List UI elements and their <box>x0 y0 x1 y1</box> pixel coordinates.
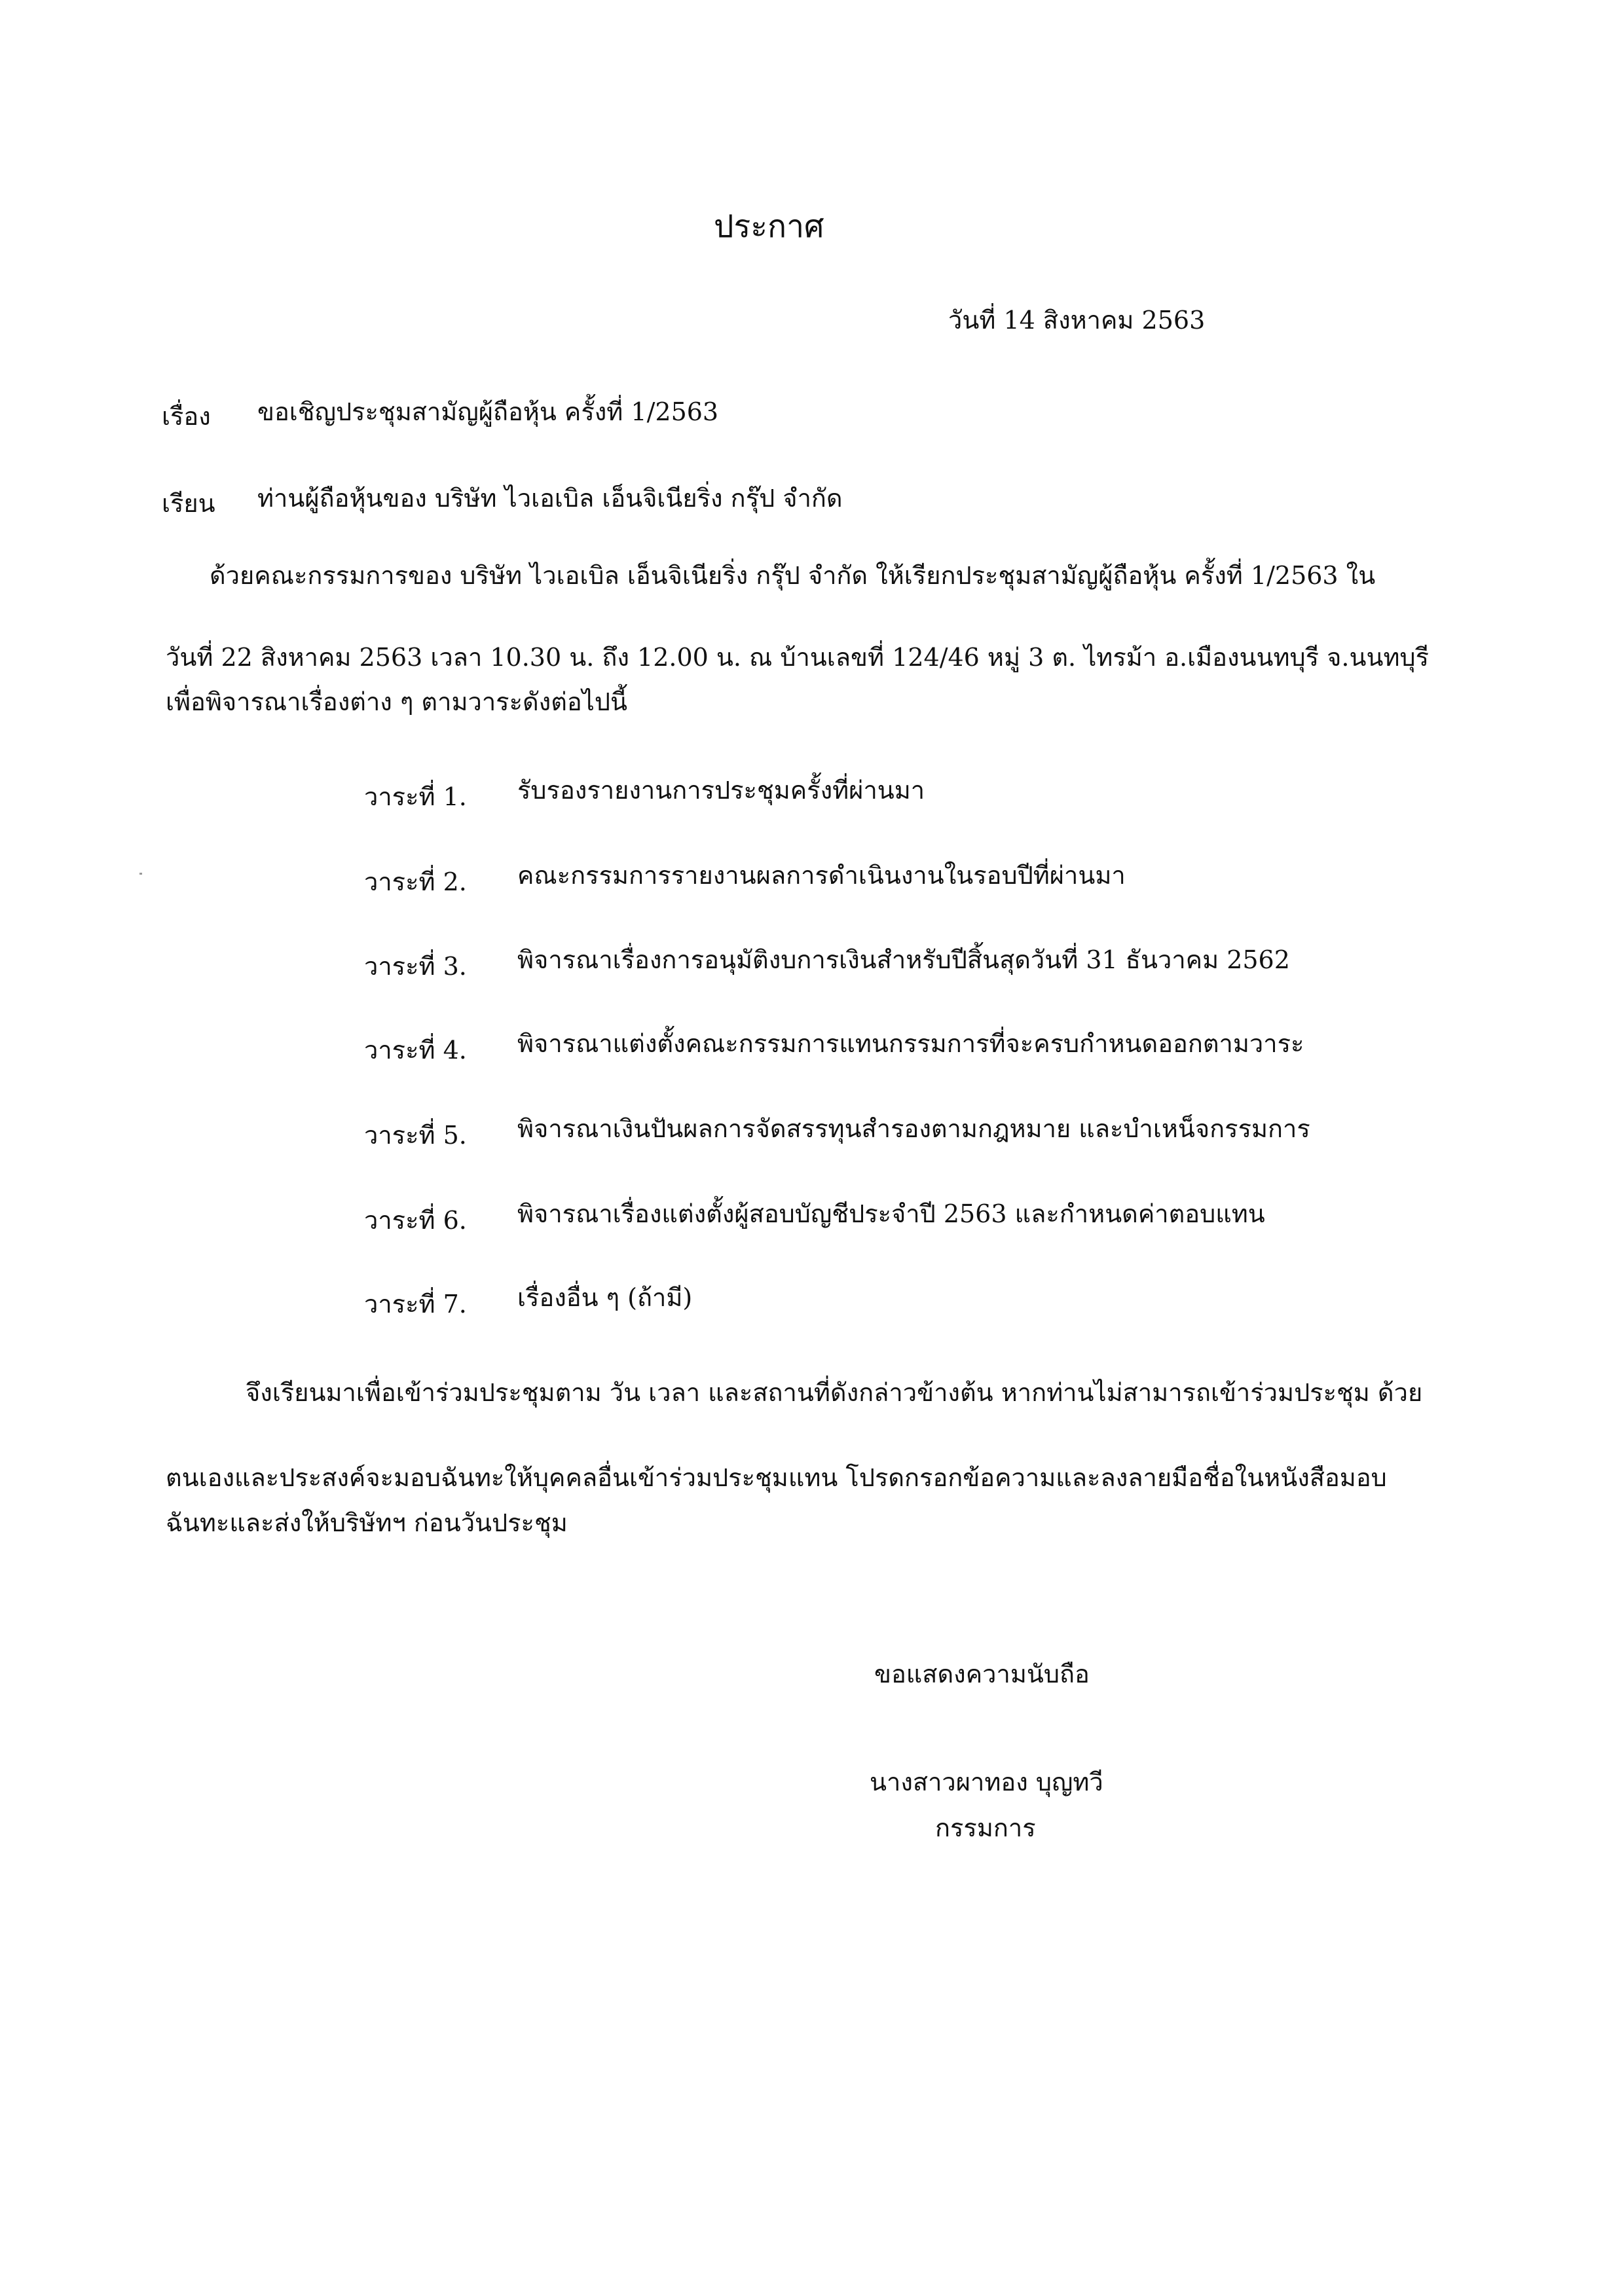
agenda-text-6: พิจารณาเรื่องแต่งตั้งผู้สอบบัญชีประจำปี 2563 และกำหนดค่าตอบแทน <box>517 1199 1265 1228</box>
intro-line-1: ด้วยคณะกรรมการของ บริษัท ไวเอเบิล เอ็นจิเนียริ่ง กรุ๊ป จำกัด ให้เรียกประชุมสามัญผู้ถือหุ้น ครั้งที่ 1/2563 ใน <box>210 561 1376 590</box>
intro-line-2: วันที่ 22 สิงหาคม 2563 เวลา 10.30 น. ถึง 12.00 น. ณ บ้านเลขที่ 124/46 หมู่ 3 ต. ไทรม้า อ.เมืองนนทบุรี จ.นนทบุรี <box>166 643 1430 672</box>
closing-paragraph-line-1: จึงเรียนมาเพื่อเข้าร่วมประชุมตาม วัน เวลา และสถานที่ดังกล่าวข้างต้น หากท่านไม่สามารถเข้าร่วมประชุม ด้วย <box>246 1378 1423 1407</box>
agenda-text-2: คณะกรรมการรายงานผลการดำเนินงานในรอบปีที่ผ่านมา <box>517 861 1126 890</box>
recipient-text: ท่านผู้ถือหุ้นของ บริษัท ไวเอเบิล เอ็นจิเนียริ่ง กรุ๊ป จำกัด <box>257 484 843 513</box>
agenda-text-4: พิจารณาแต่งตั้งคณะกรรมการแทนกรรมการที่จะครบกำหนดออกตามวาระ <box>517 1029 1304 1058</box>
signer-title: กรรมการ <box>935 1813 1036 1842</box>
agenda-text-1: รับรองรายงานการประชุมครั้งที่ผ่านมา <box>517 776 925 805</box>
agenda-number-1: วาระที่ 1. <box>364 782 467 811</box>
intro-line-3: เพื่อพิจารณาเรื่องต่าง ๆ ตามวาระดังต่อไปนี้ <box>166 687 627 716</box>
agenda-text-3: พิจารณาเรื่องการอนุมัติงบการเงินสำหรับปีสิ้นสุดวันที่ 31 ธันวาคม 2562 <box>517 945 1290 974</box>
subject-text: ขอเชิญประชุมสามัญผู้ถือหุ้น ครั้งที่ 1/2563 <box>257 397 719 426</box>
closing-paragraph-line-3: ฉันทะและส่งให้บริษัทฯ ก่อนวันประชุม <box>166 1508 568 1537</box>
signer-name: นางสาวผาทอง บุญทวี <box>870 1768 1103 1796</box>
agenda-number-2: วาระที่ 2. <box>364 867 467 896</box>
agenda-number-7: วาระที่ 7. <box>364 1290 467 1319</box>
agenda-number-3: วาระที่ 3. <box>364 952 467 981</box>
agenda-text-5: พิจารณาเงินปันผลการจัดสรรทุนสำรองตามกฎหมาย และบำเหน็จกรรมการ <box>517 1114 1310 1143</box>
closing-paragraph-line-2: ตนเองและประสงค์จะมอบฉันทะให้บุคคลอื่นเข้าร่วมประชุมแทน โปรดกรอกข้อความและลงลายมือชื่อในหนังสือมอบ <box>166 1463 1387 1492</box>
agenda-number-4: วาระที่ 4. <box>364 1036 467 1065</box>
document-title: ประกาศ <box>714 208 824 245</box>
scan-speck <box>139 873 142 875</box>
closing-salutation: ขอแสดงความนับถือ <box>874 1660 1090 1688</box>
document-date: วันที่ 14 สิงหาคม 2563 <box>948 306 1206 335</box>
agenda-number-5: วาระที่ 5. <box>364 1121 467 1150</box>
recipient-label: เรียน <box>162 489 215 518</box>
subject-label: เรื่อง <box>162 402 211 431</box>
agenda-text-7: เรื่องอื่น ๆ (ถ้ามี) <box>517 1283 693 1312</box>
agenda-number-6: วาระที่ 6. <box>364 1206 467 1235</box>
